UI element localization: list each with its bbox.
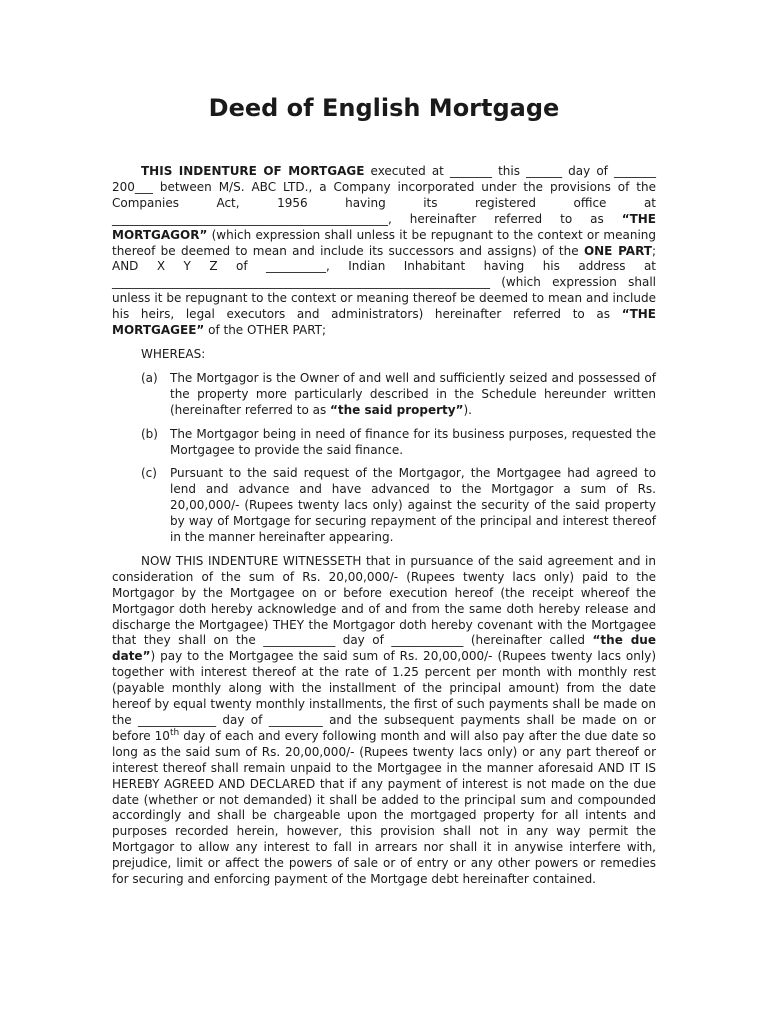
mortgagor-term: “THE MORTGAGOR” bbox=[112, 211, 656, 242]
said-property-term: “the said property” bbox=[330, 402, 464, 417]
clause-label: (c) bbox=[141, 466, 157, 481]
recital-clause-a bbox=[141, 371, 656, 419]
due-date-term: “the due date” bbox=[112, 633, 656, 664]
clause-text: Pursuant to the said request of the Mortgagor, the Mortgagee had agreed to lend and advance and have advanced to the Mortgagor a sum of Rs. 20,00,000/- (Rupees twenty lacs only) against the security of the said property by way of Mortgage for securing repayment of the principal and interest thereof in the manner hereinafter appearing. bbox=[170, 466, 656, 545]
ordinal-suffix: th bbox=[169, 727, 180, 738]
recital-clause-b bbox=[141, 427, 656, 459]
mortgagee-term: “THE MORTGAGEE” bbox=[112, 307, 656, 338]
document-title: Deed of English Mortgage bbox=[208, 94, 560, 122]
recital-clause-c bbox=[141, 466, 656, 546]
clause-label: (a) bbox=[141, 370, 158, 385]
clause-text: The Mortgagor is the Owner of and well and sufficiently seized and possessed of the property more particularly described in the Schedule hereunder written (hereinafter referred to as “the said property”). bbox=[170, 370, 656, 417]
witnesseth-paragraph: NOW THIS INDENTURE WITNESSETH that in pursuance of the said agreement and in consideration of the sum of Rs. 20,00,000/- (Rupees twenty lacs only) paid to the Mortgagor by the Mortgagee on or before execution hereof (the receipt whereof the Mortgagor doth hereby acknowledge and of and from the same doth hereby release and discharge the Mortgagee) THEY the Mortgagor doth hereby covenant with the Mortgagee that they shall on the ____________ day of ____________ (hereinafter called “the due date”) pay to the Mortgagee the said sum of Rs. 20,00,000/- (Rupees twenty lacs only) together with interest thereof at the rate of 1.25 percent per month with monthly rest (payable monthly along with the installment of the principal amount) from the date hereof by equal twenty monthly installments, the first of such payments shall be made on the _____________ day of _________ and the subsequent payments shall be made on or before 10th day of each and every following month and will also pay after the due date so long as the said sum of Rs. 20,00,000/- (Rupees twenty lacs only) or any part thereof or interest thereof shall remain unpaid to the Mortgagee in the manner aforesaid AND IT IS HEREBY AGREED AND DECLARED that if any payment of interest is not made on the due date (whether or not demanded) it shall be added to the principal sum and compounded accordingly and shall be chargeable upon the mortgaged property for all intents and purposes recorded herein, however, this provision shall not in any way permit the Mortgagor to allow any interest to fall in arrears nor shall it in anywise interfere with, prejudice, limit or affect the powers of sale or of entry or any other powers or remedies for securing and enforcing payment of the Mortgage debt hereinafter contained. bbox=[112, 553, 656, 887]
whereas-heading: WHEREAS: bbox=[141, 346, 206, 361]
indenture-lead: THIS INDENTURE OF MORTGAGE bbox=[141, 164, 365, 178]
clause-label: (b) bbox=[141, 426, 158, 441]
clause-text: The Mortgagor being in need of finance for its business purposes, requested the Mortgagee to provide the said finance. bbox=[170, 426, 656, 457]
one-part-term: ONE PART bbox=[583, 243, 652, 258]
opening-paragraph: THIS INDENTURE OF MORTGAGE executed at _______ this ______ day of _______ 200___ between M/S. ABC LTD., a Company incorporated under the provisions of the Companies Act, 1956 having its registered office at ______________________________________________, hereinafter referred to as “THE MORTGAGOR” (which expression shall unless it be repugnant to the context or meaning thereof be deemed to mean and include its successors and assigns) of the ONE PART; AND X Y Z of __________, Indian Inhabitant having his address at _______________________________________________________________ (which expression shall unless it be repugnant to the context or meaning thereof be deemed to mean and include his heirs, legal executors and administrators) hereinafter referred to as “THE MORTGAGEE” of the OTHER PART; bbox=[112, 164, 656, 338]
